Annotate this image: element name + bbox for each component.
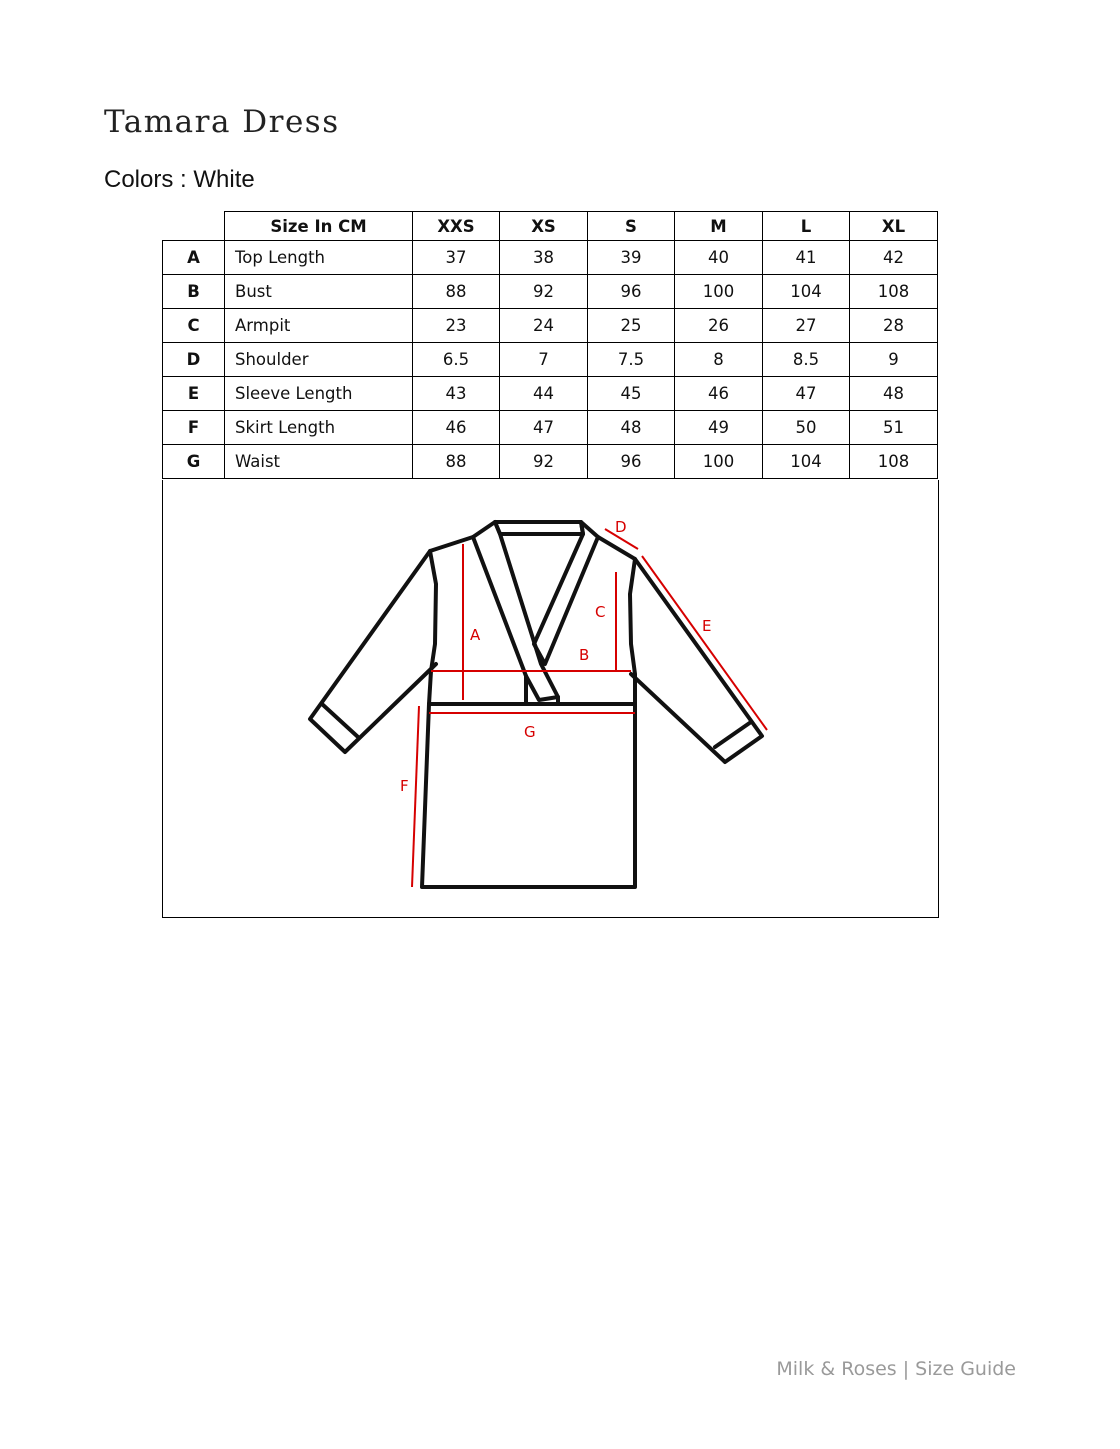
row-value: 88 xyxy=(413,275,500,309)
diagram-box xyxy=(162,480,939,918)
row-value: 37 xyxy=(413,241,500,275)
row-value: 47 xyxy=(500,411,588,445)
row-value: 50 xyxy=(763,411,850,445)
size-table xyxy=(162,211,938,479)
row-label: Shoulder xyxy=(225,343,413,377)
row-value: 6.5 xyxy=(413,343,500,377)
row-value: 26 xyxy=(675,309,763,343)
row-value: 46 xyxy=(413,411,500,445)
header-size-xxs: XXS xyxy=(413,212,500,241)
row-value: 40 xyxy=(675,241,763,275)
row-value: 104 xyxy=(763,275,850,309)
table-row xyxy=(163,411,938,445)
dress-diagram xyxy=(305,504,775,899)
row-value: 27 xyxy=(763,309,850,343)
row-value: 92 xyxy=(500,275,588,309)
header-size-xs: XS xyxy=(500,212,588,241)
row-value: 41 xyxy=(763,241,850,275)
row-value: 24 xyxy=(500,309,588,343)
row-value: 104 xyxy=(763,445,850,479)
row-code: E xyxy=(163,377,225,411)
row-code: C xyxy=(163,309,225,343)
row-label: Skirt Length xyxy=(225,411,413,445)
row-label: Sleeve Length xyxy=(225,377,413,411)
row-value: 28 xyxy=(850,309,938,343)
dress-outline xyxy=(310,522,762,887)
table-row xyxy=(163,377,938,411)
row-value: 38 xyxy=(500,241,588,275)
collar-back xyxy=(495,522,583,534)
row-label: Bust xyxy=(225,275,413,309)
label-g: G xyxy=(524,723,536,741)
label-f: F xyxy=(400,777,409,795)
row-code: F xyxy=(163,411,225,445)
row-value: 42 xyxy=(850,241,938,275)
row-label: Waist xyxy=(225,445,413,479)
table-row xyxy=(163,309,938,343)
bodice-left xyxy=(429,537,526,704)
row-value: 48 xyxy=(850,377,938,411)
table-row xyxy=(163,275,938,309)
table-row xyxy=(163,343,938,377)
row-value: 100 xyxy=(675,445,763,479)
row-value: 46 xyxy=(675,377,763,411)
row-value: 9 xyxy=(850,343,938,377)
row-code: A xyxy=(163,241,225,275)
header-size-s: S xyxy=(588,212,675,241)
table-corner-cell xyxy=(163,212,225,241)
row-value: 23 xyxy=(413,309,500,343)
page-title: Tamara Dress xyxy=(104,104,340,140)
row-value: 43 xyxy=(413,377,500,411)
table-header-row xyxy=(163,212,938,241)
label-b: B xyxy=(579,646,590,664)
row-value: 47 xyxy=(763,377,850,411)
header-size-m: M xyxy=(675,212,763,241)
row-value: 7 xyxy=(500,343,588,377)
row-label: Top Length xyxy=(225,241,413,275)
row-code: D xyxy=(163,343,225,377)
left-sleeve xyxy=(310,551,436,752)
right-cuff xyxy=(715,722,751,747)
left-lapel xyxy=(473,522,558,700)
row-value: 48 xyxy=(588,411,675,445)
label-c: C xyxy=(595,603,606,621)
measurement-lines xyxy=(412,529,767,887)
row-value: 92 xyxy=(500,445,588,479)
colors-line: Colors : White xyxy=(104,166,255,193)
label-e: E xyxy=(702,617,712,635)
label-a: A xyxy=(470,626,481,644)
row-value: 8.5 xyxy=(763,343,850,377)
table-row xyxy=(163,445,938,479)
measurement-labels xyxy=(400,518,711,795)
footer-brand: Milk & Roses | Size Guide xyxy=(776,1358,1016,1380)
header-size-xl: XL xyxy=(850,212,938,241)
row-value: 25 xyxy=(588,309,675,343)
measure-line-f xyxy=(412,706,419,887)
row-value: 108 xyxy=(850,445,938,479)
row-value: 49 xyxy=(675,411,763,445)
row-value: 96 xyxy=(588,275,675,309)
right-lapel xyxy=(534,522,598,664)
label-d: D xyxy=(615,518,627,536)
row-value: 96 xyxy=(588,445,675,479)
left-cuff xyxy=(322,704,358,737)
row-value: 51 xyxy=(850,411,938,445)
row-value: 8 xyxy=(675,343,763,377)
row-value: 44 xyxy=(500,377,588,411)
row-value: 39 xyxy=(588,241,675,275)
right-sleeve xyxy=(631,559,762,762)
header-size-in-cm: Size In CM xyxy=(225,212,413,241)
row-code: B xyxy=(163,275,225,309)
row-code: G xyxy=(163,445,225,479)
row-label: Armpit xyxy=(225,309,413,343)
table-row xyxy=(163,241,938,275)
row-value: 100 xyxy=(675,275,763,309)
header-size-l: L xyxy=(763,212,850,241)
row-value: 7.5 xyxy=(588,343,675,377)
row-value: 88 xyxy=(413,445,500,479)
row-value: 108 xyxy=(850,275,938,309)
row-value: 45 xyxy=(588,377,675,411)
